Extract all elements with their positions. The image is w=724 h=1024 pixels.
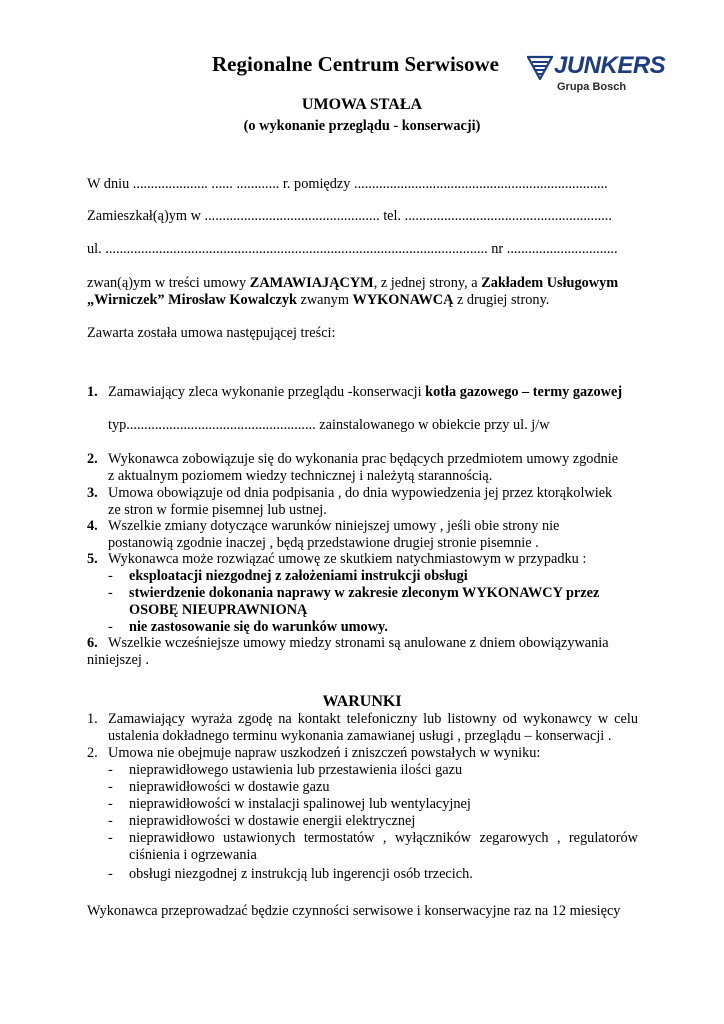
list-dash: -	[108, 813, 113, 829]
clause-text: Wykonawca zobowiązuje się do wykonania prac będących przedmiotem umowy zgodnie	[108, 451, 619, 467]
page-title: Regionalne Centrum Serwisowe	[212, 52, 499, 76]
clause-number: 4.	[87, 518, 98, 534]
logo-text: JUNKERS	[554, 52, 666, 79]
contract-subtitle: (o wykonanie przeglądu - konserwacji)	[243, 118, 481, 134]
clause-text: ze stron w formie pisemnej lub ustnej.	[108, 502, 327, 518]
clause-1	[0, 384, 724, 401]
termination-reason: stwierdzenie dokonania naprawy w zakresie zleconym WYKONAWCY przez	[129, 585, 600, 601]
clause-text: Wszelkie zmiany dotyczące warunków niniejszej umowy , jeśli obie strony nie	[108, 518, 560, 534]
intro-text: z drugiej strony.	[453, 292, 550, 308]
date-line: W dniu ..................... ...... ............ r. pomiędzy .......................................................................	[87, 176, 608, 192]
clause-number: 3.	[87, 485, 98, 501]
list-dash: -	[108, 619, 113, 635]
exclusion-item: nieprawidłowego ustawienia lub przestawienia ilości gazu	[129, 762, 463, 778]
exclusion-item: obsługi niezgodnej z instrukcją lub ingerencji osób trzecich.	[129, 866, 473, 882]
clause-text: postanowią zgodnie inaczej , będą przedstawione drugiej stronie pisemnie .	[108, 535, 539, 551]
list-dash: -	[108, 866, 113, 882]
clause-text: Wykonawca może rozwiązać umowę ze skutkiem natychmiastowym w przypadku :	[108, 551, 587, 567]
resident-line: Zamieszkał(ą)ym w ................................................. tel. ..........................................................	[87, 208, 612, 224]
intro-text: zwan(ą)ym w treści umowy	[87, 275, 250, 291]
condition-1	[0, 711, 724, 745]
clause-number: 5.	[87, 551, 98, 567]
clause-number: 1.	[87, 384, 98, 400]
exclusion-item: nieprawidłowości w instalacji spalinowej lub wentylacyjnej	[129, 796, 471, 812]
exclusion-item: nieprawidłowości w dostawie energii elektrycznej	[129, 813, 416, 829]
termination-reason-cont: OSOBĘ NIEUPRAWNIONĄ	[129, 602, 308, 618]
list-dash: -	[108, 779, 113, 795]
clause-number: 6.	[87, 635, 98, 651]
intro-closing: Zawarta została umowa następującej treści:	[87, 325, 336, 341]
junkers-emblem-icon	[527, 54, 553, 80]
exclusion-item-cont: ciśnienia i ogrzewania	[129, 847, 257, 863]
company-name: „Wirniczek” Mirosław Kowalczyk	[87, 292, 297, 308]
exclusion-item: nieprawidłowo ustawionych termostatów , wyłączników zegarowych , regulatorów	[129, 830, 638, 846]
clause-5	[0, 551, 724, 636]
contract-title: UMOWA STAŁA	[301, 96, 423, 113]
list-dash: -	[108, 762, 113, 778]
exclusion-item: nieprawidłowości w dostawie gazu	[129, 779, 330, 795]
street-line: ul. ........................................................................................................... nr ...............................	[87, 241, 618, 257]
boiler-type: kotła gazowego – termy gazowej	[425, 384, 623, 400]
clause-4	[0, 518, 724, 552]
list-dash: -	[108, 568, 113, 584]
intro-paragraph-line-1	[87, 275, 618, 292]
contractor-term: WYKONAWCĄ	[352, 292, 454, 308]
clause-text-part: Zamawiający zleca wykonanie przeglądu -konserwacji	[108, 384, 426, 400]
list-dash: -	[108, 796, 113, 812]
intro-paragraph-line-2	[87, 292, 549, 309]
ordering-party-term: ZAMAWIAJĄCYM	[249, 275, 374, 291]
clause-text	[108, 384, 622, 401]
clause-text: Wszelkie wcześniejsze umowy miedzy stronami są anulowane z dniem obowiązywania	[108, 635, 609, 651]
clause-number: 2.	[87, 451, 98, 467]
conditions-title: WARUNKI	[322, 693, 402, 710]
list-dash: -	[108, 585, 113, 601]
clause-text: Umowa obowiązuje od dnia podpisania , do dnia wypowiedzenia jej przez ktorąkolwiek	[108, 485, 613, 501]
clause-6	[0, 635, 724, 669]
company-type: Zakładem Usługowym	[481, 275, 619, 291]
clause-1-type-line: typ..................................................... zainstalowanego w obiekcie przy ul. j/w	[108, 417, 550, 433]
termination-reason: eksploatacji niezgodnej z założeniami instrukcji obsługi	[129, 568, 468, 584]
termination-reason: nie zastosowanie się do warunków umowy.	[129, 619, 388, 635]
condition-text: Zamawiający wyraża zgodę na kontakt telefoniczny lub listowny od wykonawcy w celu	[108, 711, 638, 727]
clause-text: z aktualnym poziomem wiedzy technicznej i należytą starannością.	[108, 468, 493, 484]
clause-text: niniejszej .	[87, 652, 149, 668]
clause-3	[0, 485, 724, 519]
junkers-logo	[527, 52, 672, 96]
clause-2	[0, 451, 724, 485]
condition-2	[0, 745, 724, 885]
intro-text: zwanym	[296, 292, 353, 308]
service-frequency-note: Wykonawca przeprowadzać będzie czynności serwisowe i konserwacyjne raz na 12 miesięcy	[87, 903, 621, 919]
condition-text: ustalenia dokładnego terminu wykonania zamawianej usługi , przeglądu – konserwacji .	[108, 728, 612, 744]
list-dash: -	[108, 830, 113, 846]
intro-text: , z jednej strony, a	[373, 275, 482, 291]
condition-text: Umowa nie obejmuje napraw uszkodzeń i zniszczeń powstałych w wyniku:	[108, 745, 541, 761]
logo-subtext: Grupa Bosch	[557, 81, 627, 93]
condition-number: 2.	[87, 745, 98, 761]
condition-number: 1.	[87, 711, 98, 727]
